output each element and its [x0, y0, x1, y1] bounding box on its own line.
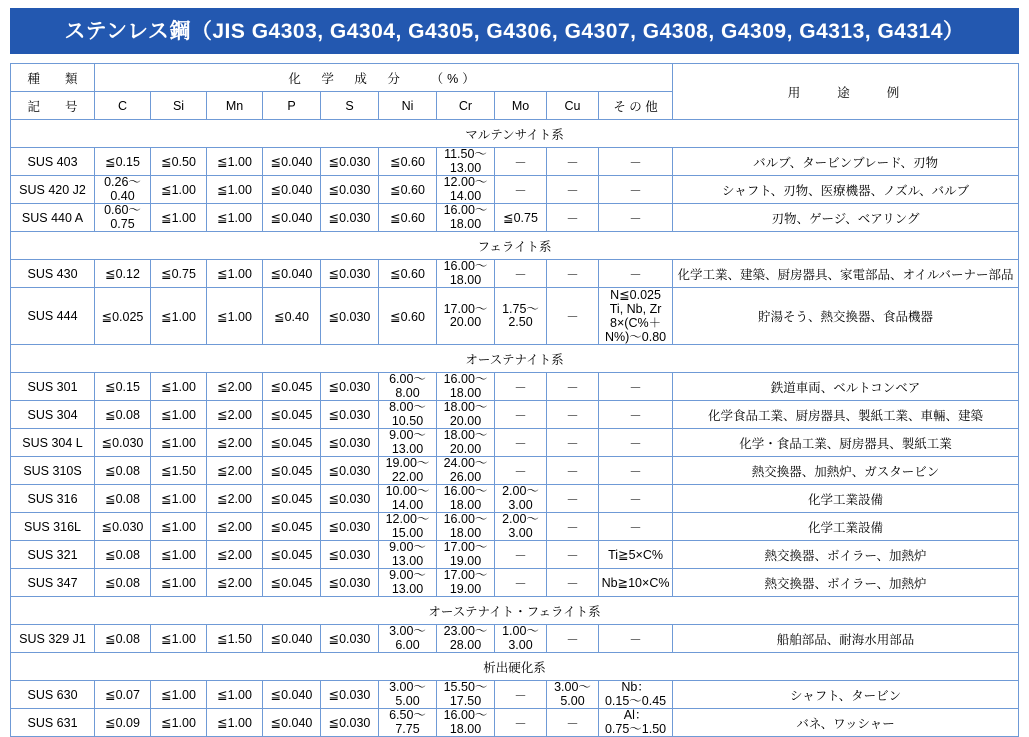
cell-mn: ≦2.00 [207, 513, 263, 541]
cell-other: － [599, 204, 673, 232]
cell-cu: － [547, 176, 599, 204]
table-group-row [11, 345, 1019, 373]
cell-other: － [599, 429, 673, 457]
cell-ni: ≦0.60 [379, 288, 437, 345]
cell-ni: 8.00～ 10.50 [379, 401, 437, 429]
cell-mn: ≦2.00 [207, 373, 263, 401]
table-row [11, 373, 1019, 401]
cell-ni: 19.00～ 22.00 [379, 457, 437, 485]
cell-mn: ≦1.00 [207, 148, 263, 176]
group-header-row: オーステナイト系 [11, 345, 1019, 373]
cell-c: ≦0.030 [95, 429, 151, 457]
table-row [11, 513, 1019, 541]
cell-mn: ≦1.50 [207, 625, 263, 653]
cell-ni: ≦0.60 [379, 260, 437, 288]
cell-use-example: 鉄道車両、ベルトコンベア [673, 373, 1019, 401]
cell-cu: － [547, 373, 599, 401]
cell-mo: － [495, 148, 547, 176]
cell-mo: － [495, 260, 547, 288]
table-row [11, 457, 1019, 485]
cell-use-example: 貯湯そう、熱交換器、食品機器 [673, 288, 1019, 345]
cell-other: Al： 0.75～1.50 [599, 709, 673, 737]
cell-si: ≦1.00 [151, 709, 207, 737]
cell-p: ≦0.045 [263, 401, 321, 429]
cell-cr: 23.00～ 28.00 [437, 625, 495, 653]
cell-mn: ≦2.00 [207, 541, 263, 569]
cell-p: ≦0.040 [263, 176, 321, 204]
header-kind-2: 記 号 [11, 92, 95, 120]
table-row [11, 176, 1019, 204]
stainless-steel-table [10, 63, 1019, 737]
cell-si: ≦1.00 [151, 176, 207, 204]
cell-c: ≦0.08 [95, 625, 151, 653]
cell-cu: － [547, 429, 599, 457]
group-header-row: オーステナイト・フェライト系 [11, 597, 1019, 625]
cell-cu: － [547, 513, 599, 541]
steel-grade-name: SUS 316L [11, 513, 95, 541]
cell-cu: － [547, 485, 599, 513]
cell-mn: ≦2.00 [207, 569, 263, 597]
cell-c: 0.60～ 0.75 [95, 204, 151, 232]
cell-s: ≦0.030 [321, 513, 379, 541]
cell-s: ≦0.030 [321, 569, 379, 597]
cell-p: ≦0.045 [263, 457, 321, 485]
header-kind-1: 種 類 [11, 64, 95, 92]
cell-other: － [599, 260, 673, 288]
cell-p: ≦0.040 [263, 260, 321, 288]
cell-other: － [599, 625, 673, 653]
cell-other: Nb： 0.15～0.45 [599, 681, 673, 709]
header-element-other: そ の 他 [599, 92, 673, 120]
cell-cr: 16.00～ 18.00 [437, 709, 495, 737]
table-row [11, 709, 1019, 737]
steel-grade-name: SUS 444 [11, 288, 95, 345]
cell-mn: ≦1.00 [207, 260, 263, 288]
cell-mn: ≦2.00 [207, 457, 263, 485]
cell-ni: ≦0.60 [379, 148, 437, 176]
cell-other: － [599, 176, 673, 204]
cell-ni: ≦0.60 [379, 176, 437, 204]
cell-s: ≦0.030 [321, 457, 379, 485]
cell-mn: ≦2.00 [207, 485, 263, 513]
cell-use-example: 熱交換器、ボイラー、加熱炉 [673, 569, 1019, 597]
cell-si: ≦1.00 [151, 569, 207, 597]
cell-mo: － [495, 176, 547, 204]
steel-grade-name: SUS 316 [11, 485, 95, 513]
cell-use-example: シャフト、刃物、医療機器、ノズル、バルブ [673, 176, 1019, 204]
cell-mn: ≦1.00 [207, 288, 263, 345]
cell-use-example: 熱交換器、ボイラー、加熱炉 [673, 541, 1019, 569]
table-row [11, 204, 1019, 232]
cell-other: Ti≧5×C% [599, 541, 673, 569]
cell-mn: ≦2.00 [207, 429, 263, 457]
header-element-c: C [95, 92, 151, 120]
cell-c: ≦0.08 [95, 569, 151, 597]
cell-ni: 6.00～ 8.00 [379, 373, 437, 401]
cell-s: ≦0.030 [321, 541, 379, 569]
cell-ni: 3.00～ 5.00 [379, 681, 437, 709]
cell-si: ≦1.50 [151, 457, 207, 485]
cell-use-example: 熱交換器、加熱炉、ガスタービン [673, 457, 1019, 485]
steel-grade-name: SUS 420 J2 [11, 176, 95, 204]
cell-s: ≦0.030 [321, 429, 379, 457]
cell-use-example: 化学工業設備 [673, 513, 1019, 541]
cell-mo: 1.75～ 2.50 [495, 288, 547, 345]
cell-mo: － [495, 569, 547, 597]
cell-mo: － [495, 401, 547, 429]
cell-cu: － [547, 260, 599, 288]
table-group-row [11, 597, 1019, 625]
table-group-row [11, 653, 1019, 681]
cell-p: ≦0.045 [263, 569, 321, 597]
cell-si: ≦1.00 [151, 204, 207, 232]
table-row [11, 541, 1019, 569]
steel-grade-name: SUS 329 J1 [11, 625, 95, 653]
cell-cu: 3.00～ 5.00 [547, 681, 599, 709]
cell-use-example: 刃物、ゲージ、ベアリング [673, 204, 1019, 232]
steel-grade-name: SUS 310S [11, 457, 95, 485]
cell-cu: － [547, 204, 599, 232]
cell-s: ≦0.030 [321, 204, 379, 232]
cell-mo: － [495, 541, 547, 569]
cell-mn: ≦2.00 [207, 401, 263, 429]
cell-cr: 16.00～ 18.00 [437, 260, 495, 288]
table-row [11, 288, 1019, 345]
cell-si: ≦1.00 [151, 513, 207, 541]
cell-cu: － [547, 541, 599, 569]
table-row [11, 429, 1019, 457]
cell-mn: ≦1.00 [207, 176, 263, 204]
cell-p: ≦0.045 [263, 485, 321, 513]
cell-mo: － [495, 429, 547, 457]
cell-c: ≦0.15 [95, 148, 151, 176]
cell-ni: 9.00～ 13.00 [379, 429, 437, 457]
header-element-p: P [263, 92, 321, 120]
cell-cu: － [547, 709, 599, 737]
cell-si: ≦1.00 [151, 373, 207, 401]
cell-use-example: 化学食品工業、厨房器具、製紙工業、車輛、建築 [673, 401, 1019, 429]
header-element-si: Si [151, 92, 207, 120]
group-header-row: マルテンサイト系 [11, 120, 1019, 148]
cell-c: ≦0.08 [95, 457, 151, 485]
cell-p: ≦0.040 [263, 204, 321, 232]
cell-ni: ≦0.60 [379, 204, 437, 232]
steel-grade-name: SUS 347 [11, 569, 95, 597]
cell-ni: 9.00～ 13.00 [379, 569, 437, 597]
table-group-row [11, 120, 1019, 148]
cell-other: － [599, 401, 673, 429]
header-element-mn: Mn [207, 92, 263, 120]
table-body [11, 120, 1019, 737]
cell-si: ≦1.00 [151, 541, 207, 569]
cell-c: ≦0.07 [95, 681, 151, 709]
cell-cr: 16.00～ 18.00 [437, 485, 495, 513]
cell-cr: 16.00～ 18.00 [437, 204, 495, 232]
cell-other: － [599, 513, 673, 541]
cell-cr: 18.00～ 20.00 [437, 401, 495, 429]
cell-si: ≦1.00 [151, 429, 207, 457]
cell-si: ≦0.50 [151, 148, 207, 176]
steel-grade-name: SUS 304 [11, 401, 95, 429]
header-composition: 化 学 成 分 （%） [95, 64, 673, 92]
cell-mo: － [495, 373, 547, 401]
cell-use-example: 船舶部品、耐海水用部品 [673, 625, 1019, 653]
cell-mo: 2.00～ 3.00 [495, 513, 547, 541]
cell-cu: － [547, 569, 599, 597]
cell-mo: 1.00～ 3.00 [495, 625, 547, 653]
cell-s: ≦0.030 [321, 709, 379, 737]
steel-grade-name: SUS 630 [11, 681, 95, 709]
cell-p: ≦0.040 [263, 709, 321, 737]
cell-c: ≦0.025 [95, 288, 151, 345]
cell-p: ≦0.045 [263, 429, 321, 457]
cell-s: ≦0.030 [321, 260, 379, 288]
table-header [11, 64, 1019, 120]
cell-cr: 24.00～ 26.00 [437, 457, 495, 485]
cell-use-example: 化学工業、建築、厨房器具、家電部品、オイルバーナー部品 [673, 260, 1019, 288]
header-element-s: S [321, 92, 379, 120]
cell-mo: 2.00～ 3.00 [495, 485, 547, 513]
cell-cr: 11.50～ 13.00 [437, 148, 495, 176]
table-row [11, 625, 1019, 653]
cell-p: ≦0.040 [263, 625, 321, 653]
cell-cr: 12.00～ 14.00 [437, 176, 495, 204]
cell-si: ≦1.00 [151, 288, 207, 345]
table-row [11, 485, 1019, 513]
cell-other: － [599, 457, 673, 485]
cell-use-example: バネ、ワッシャー [673, 709, 1019, 737]
steel-grade-name: SUS 301 [11, 373, 95, 401]
cell-cr: 15.50～ 17.50 [437, 681, 495, 709]
cell-p: ≦0.040 [263, 148, 321, 176]
header-use: 用 途 例 [673, 64, 1019, 120]
cell-s: ≦0.030 [321, 625, 379, 653]
cell-use-example: 化学工業設備 [673, 485, 1019, 513]
cell-cu: － [547, 457, 599, 485]
cell-ni: 6.50～ 7.75 [379, 709, 437, 737]
cell-mn: ≦1.00 [207, 681, 263, 709]
cell-other: － [599, 373, 673, 401]
steel-grade-name: SUS 321 [11, 541, 95, 569]
cell-c: ≦0.08 [95, 485, 151, 513]
table-row [11, 681, 1019, 709]
cell-other: N≦0.025 Ti, Nb, Zr 8×(C%＋N%)～0.80 [599, 288, 673, 345]
cell-p: ≦0.40 [263, 288, 321, 345]
cell-ni: 9.00～ 13.00 [379, 541, 437, 569]
cell-ni: 10.00～ 14.00 [379, 485, 437, 513]
cell-si: ≦1.00 [151, 401, 207, 429]
table-group-row [11, 232, 1019, 260]
cell-si: ≦1.00 [151, 681, 207, 709]
cell-s: ≦0.030 [321, 148, 379, 176]
table-row [11, 148, 1019, 176]
cell-mo: － [495, 709, 547, 737]
table-row [11, 569, 1019, 597]
steel-grade-name: SUS 631 [11, 709, 95, 737]
cell-c: ≦0.15 [95, 373, 151, 401]
header-element-cu: Cu [547, 92, 599, 120]
steel-grade-name: SUS 403 [11, 148, 95, 176]
table-row [11, 260, 1019, 288]
cell-other: Nb≧10×C% [599, 569, 673, 597]
cell-ni: 3.00～ 6.00 [379, 625, 437, 653]
cell-other: － [599, 485, 673, 513]
cell-cr: 17.00～ 19.00 [437, 569, 495, 597]
steel-grade-name: SUS 304 L [11, 429, 95, 457]
cell-p: ≦0.045 [263, 541, 321, 569]
cell-s: ≦0.030 [321, 288, 379, 345]
cell-c: ≦0.09 [95, 709, 151, 737]
cell-cr: 17.00～ 19.00 [437, 541, 495, 569]
cell-cu: － [547, 401, 599, 429]
cell-use-example: 化学・食品工業、厨房器具、製紙工業 [673, 429, 1019, 457]
steel-grade-name: SUS 430 [11, 260, 95, 288]
cell-mn: ≦1.00 [207, 709, 263, 737]
group-header-row: フェライト系 [11, 232, 1019, 260]
cell-ni: 12.00～ 15.00 [379, 513, 437, 541]
cell-use-example: バルブ、タービンブレード、刃物 [673, 148, 1019, 176]
page-title: ステンレス鋼（JIS G4303, G4304, G4305, G4306, G4307, G4308, G4309, G4313, G4314） [10, 8, 1019, 54]
steel-grade-name: SUS 440 A [11, 204, 95, 232]
cell-use-example: シャフト、タービン [673, 681, 1019, 709]
cell-s: ≦0.030 [321, 681, 379, 709]
cell-s: ≦0.030 [321, 373, 379, 401]
group-header-row: 析出硬化系 [11, 653, 1019, 681]
cell-p: ≦0.045 [263, 373, 321, 401]
cell-cr: 17.00～ 20.00 [437, 288, 495, 345]
cell-cr: 16.00～ 18.00 [437, 513, 495, 541]
cell-other: － [599, 148, 673, 176]
cell-s: ≦0.030 [321, 485, 379, 513]
cell-c: ≦0.08 [95, 541, 151, 569]
cell-cu: － [547, 288, 599, 345]
cell-c: ≦0.08 [95, 401, 151, 429]
cell-s: ≦0.030 [321, 176, 379, 204]
cell-c: ≦0.030 [95, 513, 151, 541]
cell-cr: 18.00～ 20.00 [437, 429, 495, 457]
cell-mo: － [495, 681, 547, 709]
cell-mn: ≦1.00 [207, 204, 263, 232]
cell-mo: ≦0.75 [495, 204, 547, 232]
table-row [11, 401, 1019, 429]
cell-c: 0.26～ 0.40 [95, 176, 151, 204]
cell-p: ≦0.040 [263, 681, 321, 709]
cell-cu: － [547, 625, 599, 653]
cell-si: ≦1.00 [151, 485, 207, 513]
cell-si: ≦0.75 [151, 260, 207, 288]
cell-cu: － [547, 148, 599, 176]
cell-c: ≦0.12 [95, 260, 151, 288]
cell-cr: 16.00～ 18.00 [437, 373, 495, 401]
cell-mo: － [495, 457, 547, 485]
header-element-mo: Mo [495, 92, 547, 120]
cell-si: ≦1.00 [151, 625, 207, 653]
cell-p: ≦0.045 [263, 513, 321, 541]
header-element-cr: Cr [437, 92, 495, 120]
cell-s: ≦0.030 [321, 401, 379, 429]
header-element-ni: Ni [379, 92, 437, 120]
